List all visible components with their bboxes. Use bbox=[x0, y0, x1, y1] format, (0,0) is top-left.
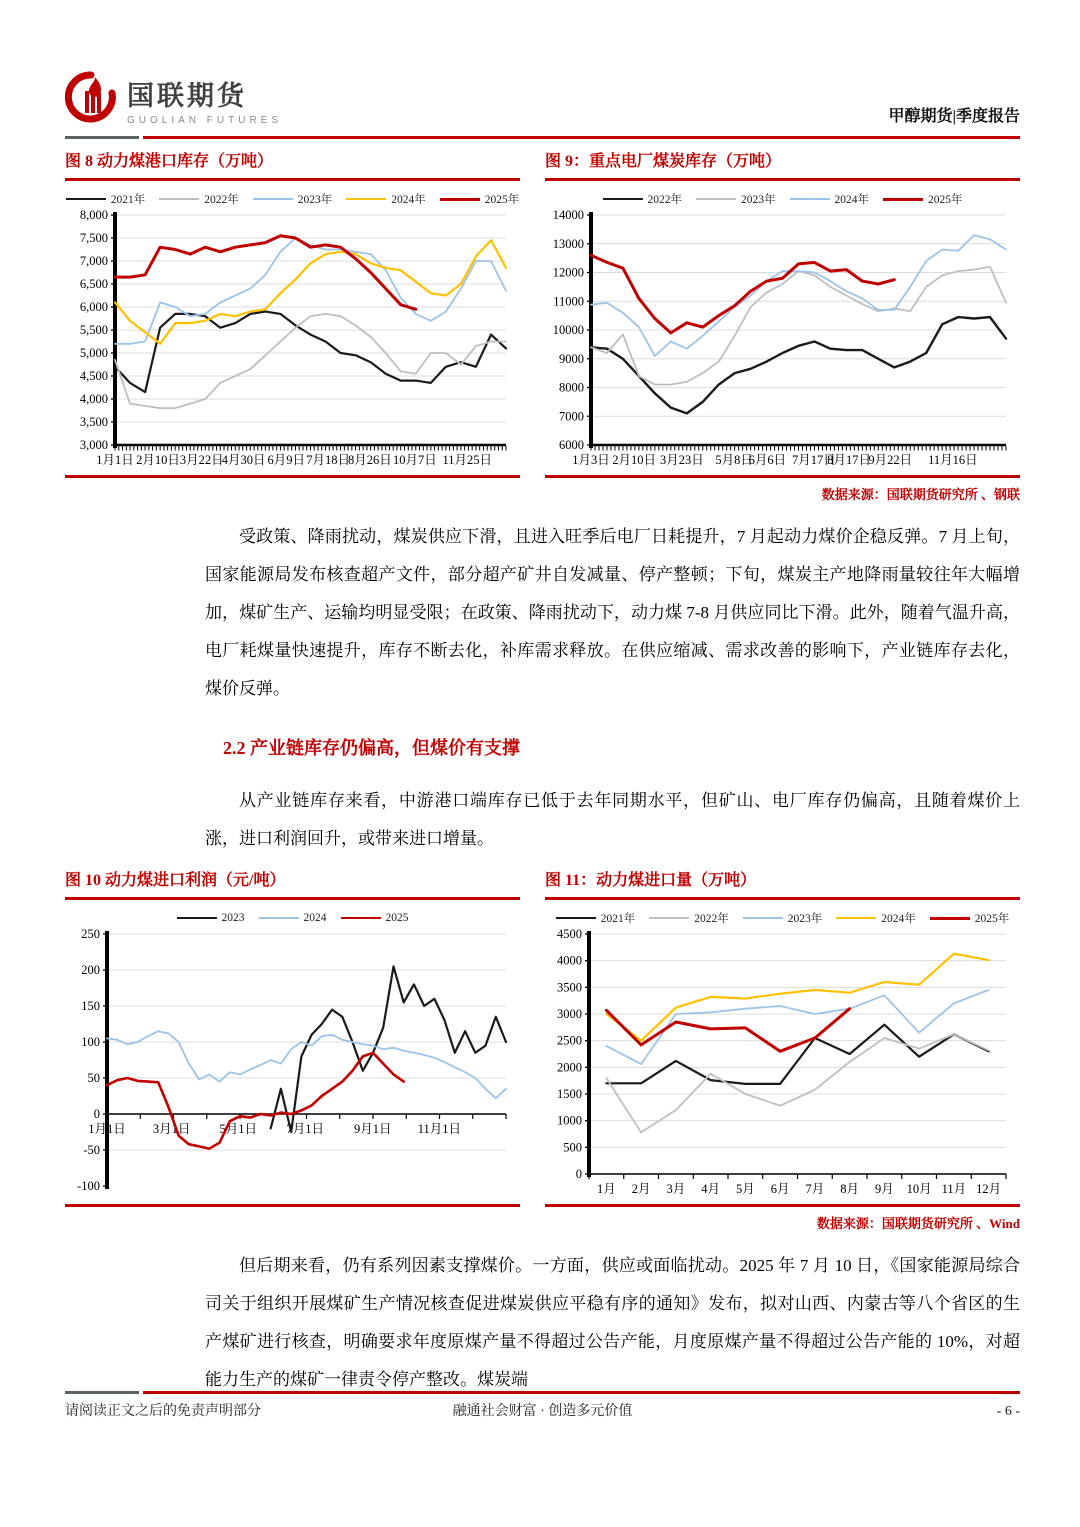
svg-text:7000: 7000 bbox=[559, 409, 584, 424]
svg-text:10000: 10000 bbox=[552, 323, 584, 337]
legend-line-swatch bbox=[649, 917, 689, 919]
figure-10-legend bbox=[65, 910, 520, 926]
data-source-row1: 数据来源：国联期货研究所 、钢联 bbox=[821, 487, 1020, 502]
svg-text:9000: 9000 bbox=[559, 351, 584, 366]
svg-text:-50: -50 bbox=[83, 1143, 100, 1157]
legend-line-swatch bbox=[743, 917, 783, 919]
svg-text:4月: 4月 bbox=[701, 1182, 721, 1196]
svg-text:8月26日: 8月26日 bbox=[348, 453, 392, 467]
legend-line-swatch bbox=[341, 917, 381, 919]
legend-line-swatch bbox=[66, 198, 106, 200]
svg-text:100: 100 bbox=[81, 1035, 100, 1049]
svg-text:6,500: 6,500 bbox=[79, 277, 108, 291]
figure-9-title: 图 9：重点电厂煤炭库存（万吨） bbox=[545, 153, 782, 170]
legend-label: 2021年 bbox=[600, 913, 636, 925]
svg-text:1月1日: 1月1日 bbox=[96, 453, 134, 467]
svg-text:7,500: 7,500 bbox=[79, 231, 108, 245]
svg-text:11月: 11月 bbox=[941, 1182, 967, 1196]
figure-10-top-rule bbox=[65, 897, 520, 900]
footer-slogan: 融通社会财富 · 创造多元价值 bbox=[452, 1404, 633, 1419]
svg-text:13000: 13000 bbox=[552, 236, 584, 251]
legend-label: 2025年 bbox=[928, 194, 963, 206]
figure-11-top-rule bbox=[545, 897, 1020, 900]
svg-text:5月8日: 5月8日 bbox=[715, 453, 753, 467]
legend-label: 2023年 bbox=[741, 194, 776, 206]
svg-text:3500: 3500 bbox=[557, 980, 582, 995]
legend-label: 2025年 bbox=[974, 913, 1010, 925]
legend-line-swatch bbox=[440, 198, 480, 201]
svg-text:3月23日: 3月23日 bbox=[660, 453, 704, 467]
figure-10-chart bbox=[65, 928, 520, 1200]
legend-item-2024年 bbox=[346, 191, 426, 207]
figure-9-legend bbox=[545, 191, 1020, 207]
figure-9-bottom-rule bbox=[545, 475, 1020, 478]
legend-item-2025 bbox=[341, 912, 409, 924]
figure-10-title: 图 10 动力煤进口利润（元/吨） bbox=[65, 872, 286, 889]
svg-text:3,000: 3,000 bbox=[79, 438, 108, 452]
legend-item-2025年 bbox=[440, 191, 520, 207]
figure-9 bbox=[545, 150, 1020, 502]
footer-disclaimer: 请阅读正文之后的免责声明部分 bbox=[65, 1404, 261, 1419]
svg-text:-100: -100 bbox=[77, 1179, 100, 1193]
legend-label: 2022年 bbox=[694, 913, 729, 925]
figure-9-chart bbox=[545, 209, 1020, 471]
svg-text:200: 200 bbox=[81, 963, 100, 977]
svg-text:11月25日: 11月25日 bbox=[442, 453, 493, 467]
paragraph-2: 从产业链库存来看，中游港口端库存已低于去年同期水平，但矿山、电厂库存仍偏高，且随着煤价上涨，进口利润回升，或带来进口增量。 bbox=[205, 791, 1020, 848]
footer-divider bbox=[65, 1391, 1020, 1394]
legend-label: 2021年 bbox=[110, 194, 146, 206]
figure-11-chart bbox=[545, 928, 1020, 1200]
svg-text:6000: 6000 bbox=[559, 438, 584, 452]
svg-text:1000: 1000 bbox=[557, 1113, 582, 1128]
figure-11-title: 图 11：动力煤进口量（万吨） bbox=[545, 872, 757, 889]
legend-line-swatch bbox=[930, 917, 970, 920]
figure-11-bottom-rule bbox=[545, 1204, 1020, 1207]
svg-text:1500: 1500 bbox=[557, 1087, 582, 1101]
svg-text:7月: 7月 bbox=[805, 1182, 825, 1196]
figure-11-legend bbox=[545, 910, 1020, 926]
legend-label: 2023 bbox=[221, 912, 245, 924]
svg-text:8月: 8月 bbox=[840, 1182, 860, 1196]
svg-text:0: 0 bbox=[93, 1107, 100, 1121]
legend-item-2022年 bbox=[603, 191, 683, 207]
svg-text:4000: 4000 bbox=[557, 953, 582, 968]
legend-line-swatch bbox=[556, 917, 596, 919]
legend-item-2022年 bbox=[649, 910, 729, 926]
paragraph-1: 受政策、降雨扰动，煤炭供应下滑，且进入旺季后电厂日耗提升，7 月起动力煤价企稳反弹。7 月上旬，国家能源局发布核查超产文件，部分超产矿井自发减量、停产整顿；下旬，煤炭主产地降雨量较往年大幅增加，煤矿生产、运输均明显受限；在政策、降雨扰动下，动力煤 7-8 月供应同比下滑。此外，随着气温升高，电厂耗煤量快速提升，库存不断去化，补库需求释放。在供应缩减、需求改善的影响下，产业链库存去化，煤价反弹。 bbox=[205, 527, 1020, 698]
svg-text:5月1日: 5月1日 bbox=[219, 1122, 258, 1136]
svg-text:7月18日: 7月18日 bbox=[306, 453, 350, 467]
logo-flame-icon bbox=[65, 71, 117, 128]
svg-text:11月16日: 11月16日 bbox=[928, 453, 978, 467]
legend-item-2025年 bbox=[930, 910, 1010, 926]
figure-8-legend bbox=[65, 191, 520, 207]
svg-text:1月3日: 1月3日 bbox=[572, 453, 610, 467]
svg-text:7,000: 7,000 bbox=[79, 254, 108, 268]
svg-text:3月1日: 3月1日 bbox=[152, 1122, 191, 1136]
svg-text:5,000: 5,000 bbox=[79, 346, 108, 360]
svg-text:9月: 9月 bbox=[874, 1182, 894, 1196]
svg-text:4500: 4500 bbox=[557, 928, 582, 941]
section-heading-2-2: 2.2 产业链库存仍偏高，但煤价有支撑 bbox=[223, 738, 520, 758]
legend-line-swatch bbox=[253, 198, 293, 200]
svg-text:3000: 3000 bbox=[557, 1007, 582, 1021]
legend-line-swatch bbox=[790, 198, 830, 200]
svg-text:2月10日: 2月10日 bbox=[136, 453, 180, 467]
figure-9-top-rule bbox=[545, 178, 1020, 181]
svg-text:3月22日: 3月22日 bbox=[179, 453, 224, 467]
page-number: - 6 - bbox=[996, 1404, 1020, 1419]
legend-item-2023年 bbox=[253, 191, 333, 207]
legend-item-2021年 bbox=[66, 191, 146, 207]
svg-text:6,000: 6,000 bbox=[79, 300, 108, 314]
svg-text:2月: 2月 bbox=[631, 1182, 651, 1196]
svg-text:1月: 1月 bbox=[596, 1182, 616, 1196]
svg-text:2月10日: 2月10日 bbox=[612, 453, 657, 467]
figure-11 bbox=[545, 869, 1020, 1231]
paragraph-3: 但后期来看，仍有系列因素支撑煤价。一方面，供应或面临扰动。2025 年 7 月 10 日，《国家能源局综合司关于组织开展煤矿生产情况核查促进煤炭供应平稳有序的通知》发布，拟对山西、内蒙古等八个省区的生产煤矿进行核查，明确要求年度原煤产量不得超过公告产能，月度原煤产量不得超过公告产能的 10%，对超能力生产的煤矿一律责令停产整改。煤炭端 bbox=[205, 1256, 1020, 1389]
legend-label: 2024年 bbox=[881, 913, 916, 925]
svg-text:4月30日: 4月30日 bbox=[221, 453, 266, 467]
legend-label: 2025年 bbox=[484, 194, 520, 206]
svg-text:2000: 2000 bbox=[557, 1060, 582, 1075]
legend-line-swatch bbox=[883, 198, 923, 201]
svg-text:12000: 12000 bbox=[552, 265, 584, 280]
legend-item-2023 bbox=[177, 912, 245, 924]
legend-label: 2022年 bbox=[647, 194, 682, 206]
svg-text:10月: 10月 bbox=[906, 1182, 932, 1196]
legend-item-2023年 bbox=[696, 191, 776, 207]
legend-label: 2023年 bbox=[297, 194, 333, 206]
svg-text:6月6日: 6月6日 bbox=[748, 453, 787, 467]
svg-text:8月17日: 8月17日 bbox=[827, 453, 872, 467]
logo-text bbox=[127, 74, 282, 126]
figure-10 bbox=[65, 869, 520, 1231]
svg-text:8,000: 8,000 bbox=[79, 209, 108, 222]
legend-line-swatch bbox=[177, 917, 217, 919]
footer-divider-red-segment bbox=[143, 1391, 1020, 1394]
svg-text:4,000: 4,000 bbox=[79, 392, 108, 406]
legend-line-swatch bbox=[696, 198, 736, 200]
legend-item-2025年 bbox=[883, 191, 963, 207]
svg-text:6月9日: 6月9日 bbox=[267, 453, 306, 467]
figure-8-top-rule bbox=[65, 178, 520, 181]
svg-text:50: 50 bbox=[87, 1071, 100, 1085]
svg-text:11000: 11000 bbox=[553, 294, 584, 309]
page-header bbox=[65, 0, 1020, 128]
svg-text:4,500: 4,500 bbox=[79, 369, 108, 383]
svg-text:3月: 3月 bbox=[666, 1182, 686, 1196]
svg-text:11月1日: 11月1日 bbox=[417, 1122, 462, 1136]
svg-text:14000: 14000 bbox=[552, 209, 584, 222]
header-divider bbox=[65, 136, 1020, 139]
svg-text:9月1日: 9月1日 bbox=[353, 1122, 392, 1136]
legend-item-2024年 bbox=[836, 910, 916, 926]
svg-text:2500: 2500 bbox=[557, 1033, 582, 1048]
figure-8-chart bbox=[65, 209, 520, 471]
svg-text:8000: 8000 bbox=[559, 380, 584, 395]
divider-red-segment bbox=[143, 136, 1020, 139]
divider-gray-segment bbox=[65, 136, 139, 139]
svg-text:7月1日: 7月1日 bbox=[286, 1122, 325, 1136]
figure-8-title: 图 8 动力煤港口库存（万吨） bbox=[65, 153, 274, 170]
report-type-label: 甲醇期货|季度报告 bbox=[888, 108, 1020, 125]
svg-text:3,500: 3,500 bbox=[79, 415, 108, 429]
footer-divider-gray-segment bbox=[65, 1391, 139, 1394]
svg-text:6月: 6月 bbox=[770, 1182, 790, 1196]
data-source-row2: 数据来源：国联期货研究所 、Wind bbox=[816, 1216, 1020, 1231]
figure-8-bottom-rule bbox=[65, 475, 520, 478]
figure-row-1 bbox=[65, 150, 1020, 502]
legend-label: 2023年 bbox=[787, 913, 823, 925]
legend-item-2024 bbox=[259, 912, 327, 924]
legend-item-2021年 bbox=[556, 910, 636, 926]
legend-line-swatch bbox=[346, 198, 386, 200]
legend-line-swatch bbox=[159, 198, 199, 200]
legend-item-2023年 bbox=[743, 910, 823, 926]
legend-line-swatch bbox=[259, 917, 299, 919]
legend-label: 2022年 bbox=[204, 194, 239, 206]
svg-text:5,500: 5,500 bbox=[79, 323, 108, 337]
svg-text:9月22日: 9月22日 bbox=[868, 453, 913, 467]
legend-label: 2024年 bbox=[834, 194, 869, 206]
legend-label: 2024 bbox=[303, 912, 327, 924]
legend-label: 2025 bbox=[385, 912, 409, 924]
legend-line-swatch bbox=[836, 917, 876, 919]
figure-8 bbox=[65, 150, 520, 502]
svg-text:1月1日: 1月1日 bbox=[88, 1122, 126, 1136]
legend-item-2022年 bbox=[159, 191, 239, 207]
figure-row-2 bbox=[65, 869, 1020, 1231]
legend-item-2024年 bbox=[790, 191, 870, 207]
svg-text:150: 150 bbox=[81, 999, 100, 1013]
svg-text:250: 250 bbox=[81, 928, 100, 941]
svg-text:0: 0 bbox=[575, 1167, 582, 1181]
svg-text:12月: 12月 bbox=[976, 1182, 1002, 1196]
page-footer bbox=[65, 1391, 1020, 1420]
figure-10-bottom-rule bbox=[65, 1204, 520, 1207]
logo-en: GUOLIAN FUTURES bbox=[127, 114, 283, 126]
svg-text:500: 500 bbox=[563, 1140, 582, 1155]
company-logo bbox=[65, 71, 282, 128]
legend-label: 2024年 bbox=[391, 194, 426, 206]
logo-cn: 国联期货 bbox=[127, 80, 247, 111]
svg-text:10月7日: 10月7日 bbox=[393, 453, 437, 467]
svg-text:7月17日: 7月17日 bbox=[791, 453, 836, 467]
legend-line-swatch bbox=[603, 198, 643, 200]
svg-text:5月: 5月 bbox=[735, 1182, 755, 1196]
